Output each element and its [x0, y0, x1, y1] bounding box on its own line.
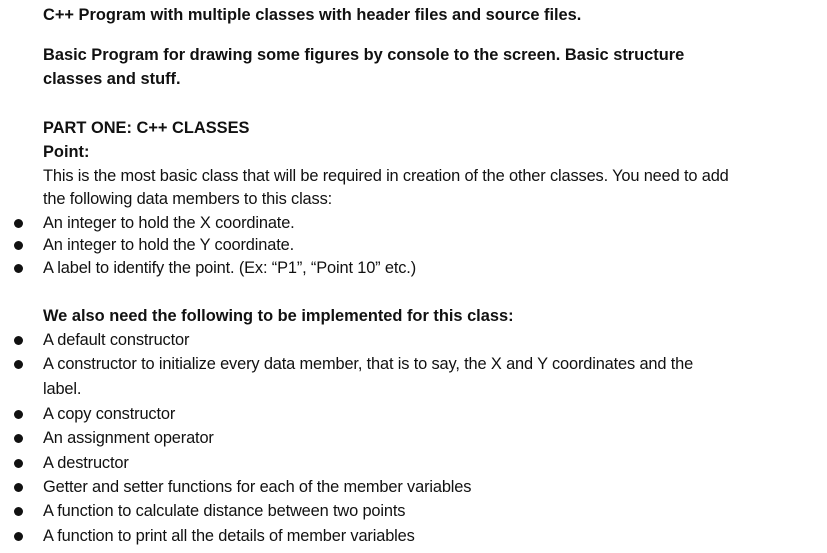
requirement-item: A default constructor	[43, 331, 190, 349]
requirement-item: Getter and setter functions for each of the member variables	[43, 478, 472, 496]
point-description-line-2: the following data members to this class:	[43, 190, 333, 208]
bullet-icon	[14, 532, 23, 541]
requirement-item: A function to print all the details of member variables	[43, 527, 415, 545]
data-member-item: A label to identify the point. (Ex: “P1”, “Point 10” etc.)	[43, 259, 417, 277]
bullet-icon	[14, 336, 23, 345]
requirement-item: A constructor to initialize every data member, that is to say, the X and Y coordinates and the	[43, 355, 694, 373]
bullet-icon	[14, 410, 23, 419]
bullet-icon	[14, 219, 23, 228]
requirement-item: A destructor	[43, 454, 129, 472]
bullet-icon	[14, 459, 23, 468]
bullet-icon	[14, 360, 23, 369]
requirement-item: A copy constructor	[43, 405, 176, 423]
intro-line-2: classes and stuff.	[43, 70, 181, 88]
bullet-icon	[14, 434, 23, 443]
data-member-item: An integer to hold the X coordinate.	[43, 214, 295, 232]
part-one-heading: PART ONE: C++ CLASSES	[43, 119, 250, 137]
document-title: C++ Program with multiple classes with header files and source files.	[43, 6, 582, 24]
bullet-icon	[14, 483, 23, 492]
intro-line-1: Basic Program for drawing some figures by console to the screen. Basic structure	[43, 46, 685, 64]
bullet-icon	[14, 241, 23, 250]
point-description-line-1: This is the most basic class that will be required in creation of the other classes. You need to add	[43, 167, 729, 185]
requirement-item: A function to calculate distance between two points	[43, 502, 406, 520]
data-member-item: An integer to hold the Y coordinate.	[43, 236, 294, 254]
requirement-item-continuation: label.	[43, 380, 82, 398]
requirement-item: An assignment operator	[43, 429, 214, 447]
bullet-icon	[14, 507, 23, 516]
bullet-icon	[14, 264, 23, 273]
implementation-heading: We also need the following to be implemented for this class:	[43, 307, 514, 325]
point-class-heading: Point:	[43, 143, 90, 161]
